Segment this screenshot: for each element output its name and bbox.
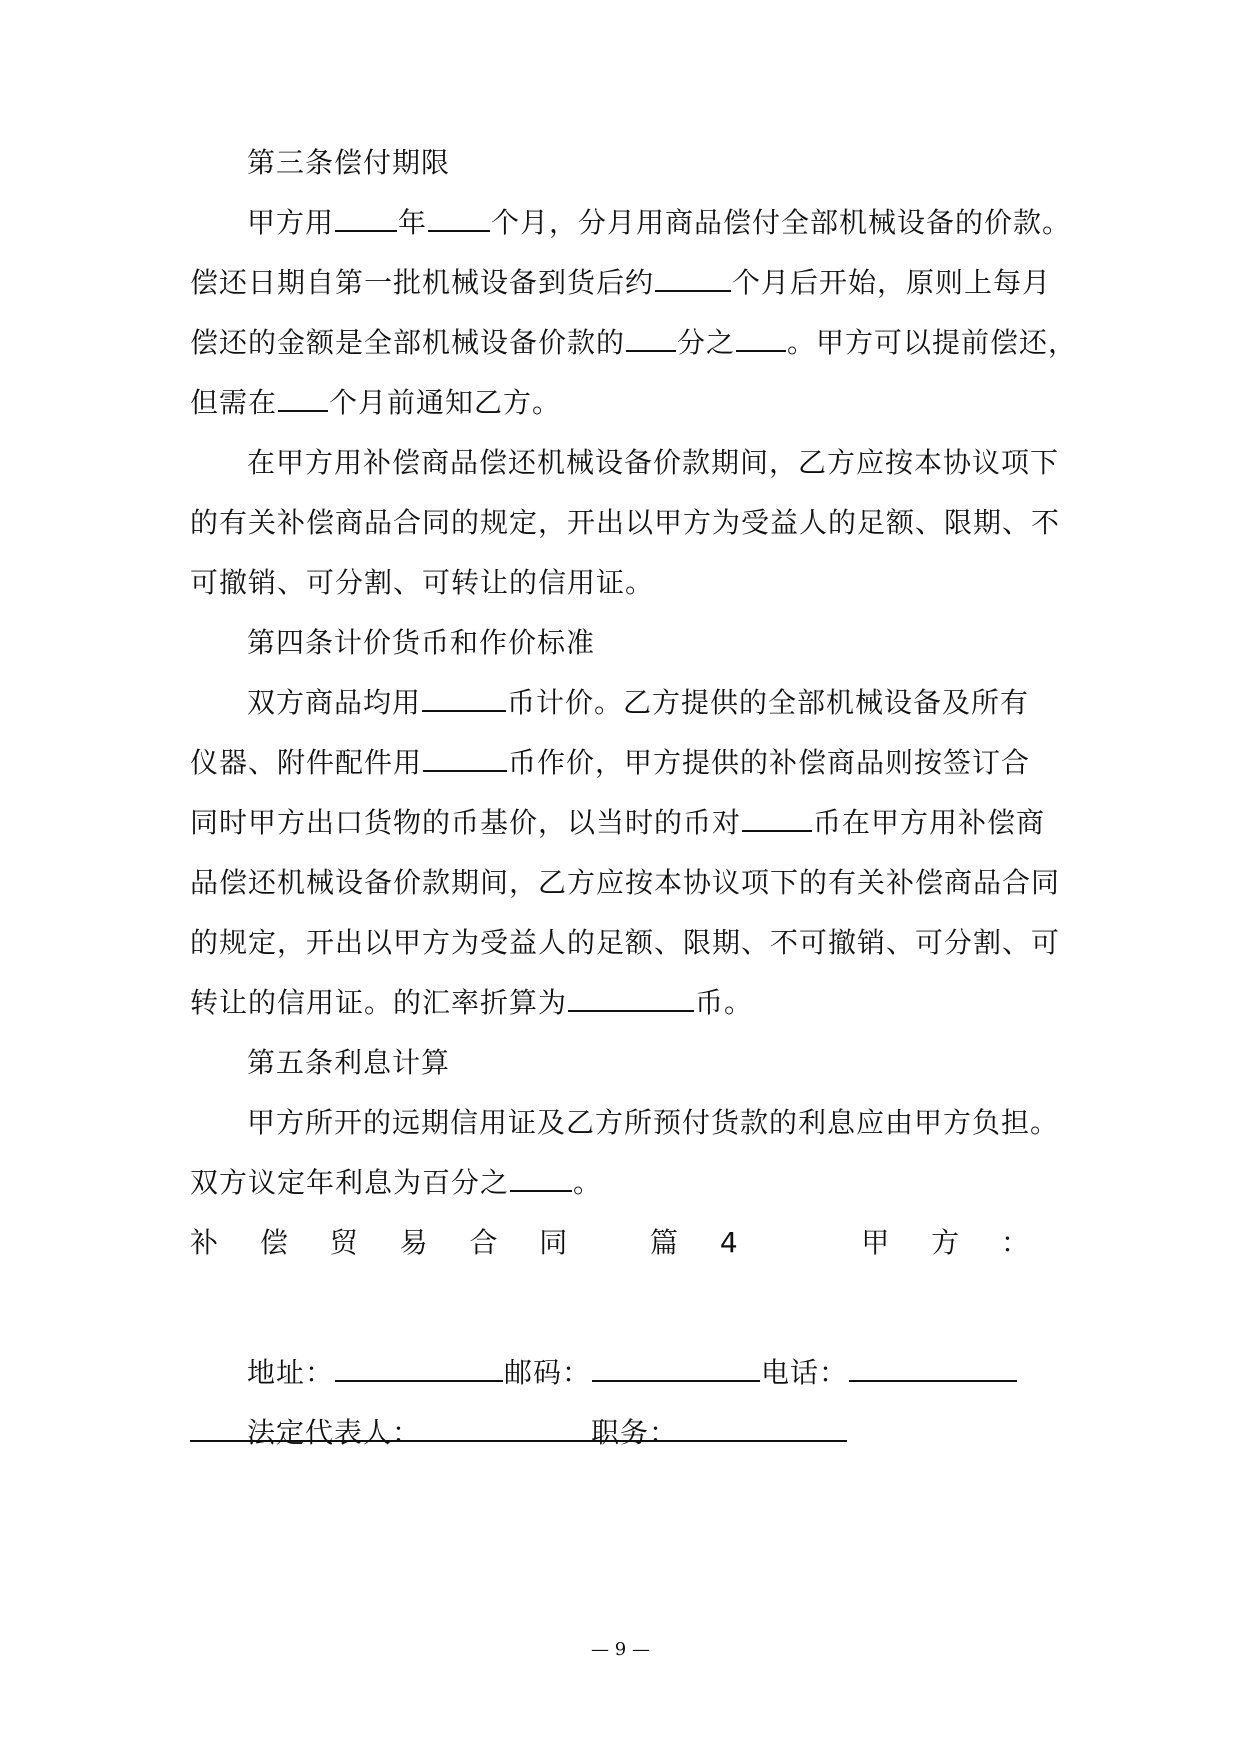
section4-line5: 的规定，开出以甲方为受益人的足额、限期、不可撤销、可分割、可 — [190, 926, 1061, 959]
section4-line3: 同时甲方出口货物的币基价，以当时的币对 币在甲方用补偿商 — [190, 806, 1046, 839]
section4-heading: 第四条计价货币和作价标准 — [247, 626, 596, 659]
pricing-currency-blank — [422, 684, 506, 712]
months-blank — [428, 204, 490, 232]
exchange-currency-blank — [742, 804, 812, 832]
section3-paragraph2-line2: 的有关补偿商品合同的规定，开出以甲方为受益人的足额、限期、不 — [190, 506, 1061, 539]
legal-rep-blank — [422, 1414, 590, 1442]
legal-rep-position-line: 法定代表人： 职务： — [247, 1413, 1070, 1453]
section3-paragraph1-line3: 偿还的金额是全部机械设备价款的 分之 。甲方可以提前偿还， — [190, 326, 1078, 359]
valuation-currency-blank — [423, 744, 507, 772]
section5-line1: 甲方所开的远期信用证及乙方所预付货款的利息应由甲方负担。 — [247, 1106, 1060, 1139]
section3-paragraph2-line3: 可撤销、可分割、可转让的信用证。 — [190, 566, 655, 599]
start-months-blank — [655, 264, 731, 292]
address-blank — [335, 1354, 503, 1382]
contract-title-line — [190, 1223, 1070, 1263]
section4-line1: 双方商品均用 币计价。乙方提供的全部机械设备及所有 — [247, 686, 1030, 719]
section3-paragraph1-line2: 偿还日期自第一批机械设备到货后约 个月后开始，原则上每月 — [190, 266, 1052, 299]
contract-title-chars: 补 偿 贸 易 合 同 篇 4 甲 方 ： — [190, 1226, 1030, 1259]
section3-paragraph1-line4: 但需在 个月前通知乙方。 — [190, 386, 562, 419]
denominator-blank — [626, 324, 676, 352]
section3-paragraph2-line1: 在甲方用补偿商品偿还机械设备价款期间，乙方应按本协议项下 — [247, 446, 1060, 479]
page-number: — 9 — — [591, 1639, 650, 1660]
position-blank — [679, 1414, 847, 1442]
address-postcode-phone-line: 地址： 邮码： 电话： — [247, 1353, 1070, 1393]
numerator-blank — [736, 324, 786, 352]
section3-paragraph1-line1: 甲方用 年 个月，分月用商品偿付全部机械设备的价款。 — [247, 206, 1072, 239]
years-blank — [335, 204, 397, 232]
interest-rate-blank — [510, 1164, 572, 1192]
converted-currency-blank — [568, 984, 694, 1012]
section4-line6: 转让的信用证。的汇率折算为 币。 — [190, 986, 754, 1019]
postcode-blank — [592, 1354, 760, 1382]
section5-line2: 双方议定年利息为百分之 。 — [190, 1166, 603, 1199]
section5-heading: 第五条利息计算 — [247, 1046, 451, 1079]
notice-months-blank — [278, 384, 328, 412]
section4-line2: 仪器、附件配件用 币作价，甲方提供的补偿商品则按签订合 — [190, 746, 1031, 779]
section4-line4: 品偿还机械设备价款期间，乙方应按本协议项下的有关补偿商品合同 — [190, 866, 1061, 899]
phone-blank — [849, 1354, 1017, 1382]
section3-heading: 第三条偿付期限 — [247, 146, 451, 179]
